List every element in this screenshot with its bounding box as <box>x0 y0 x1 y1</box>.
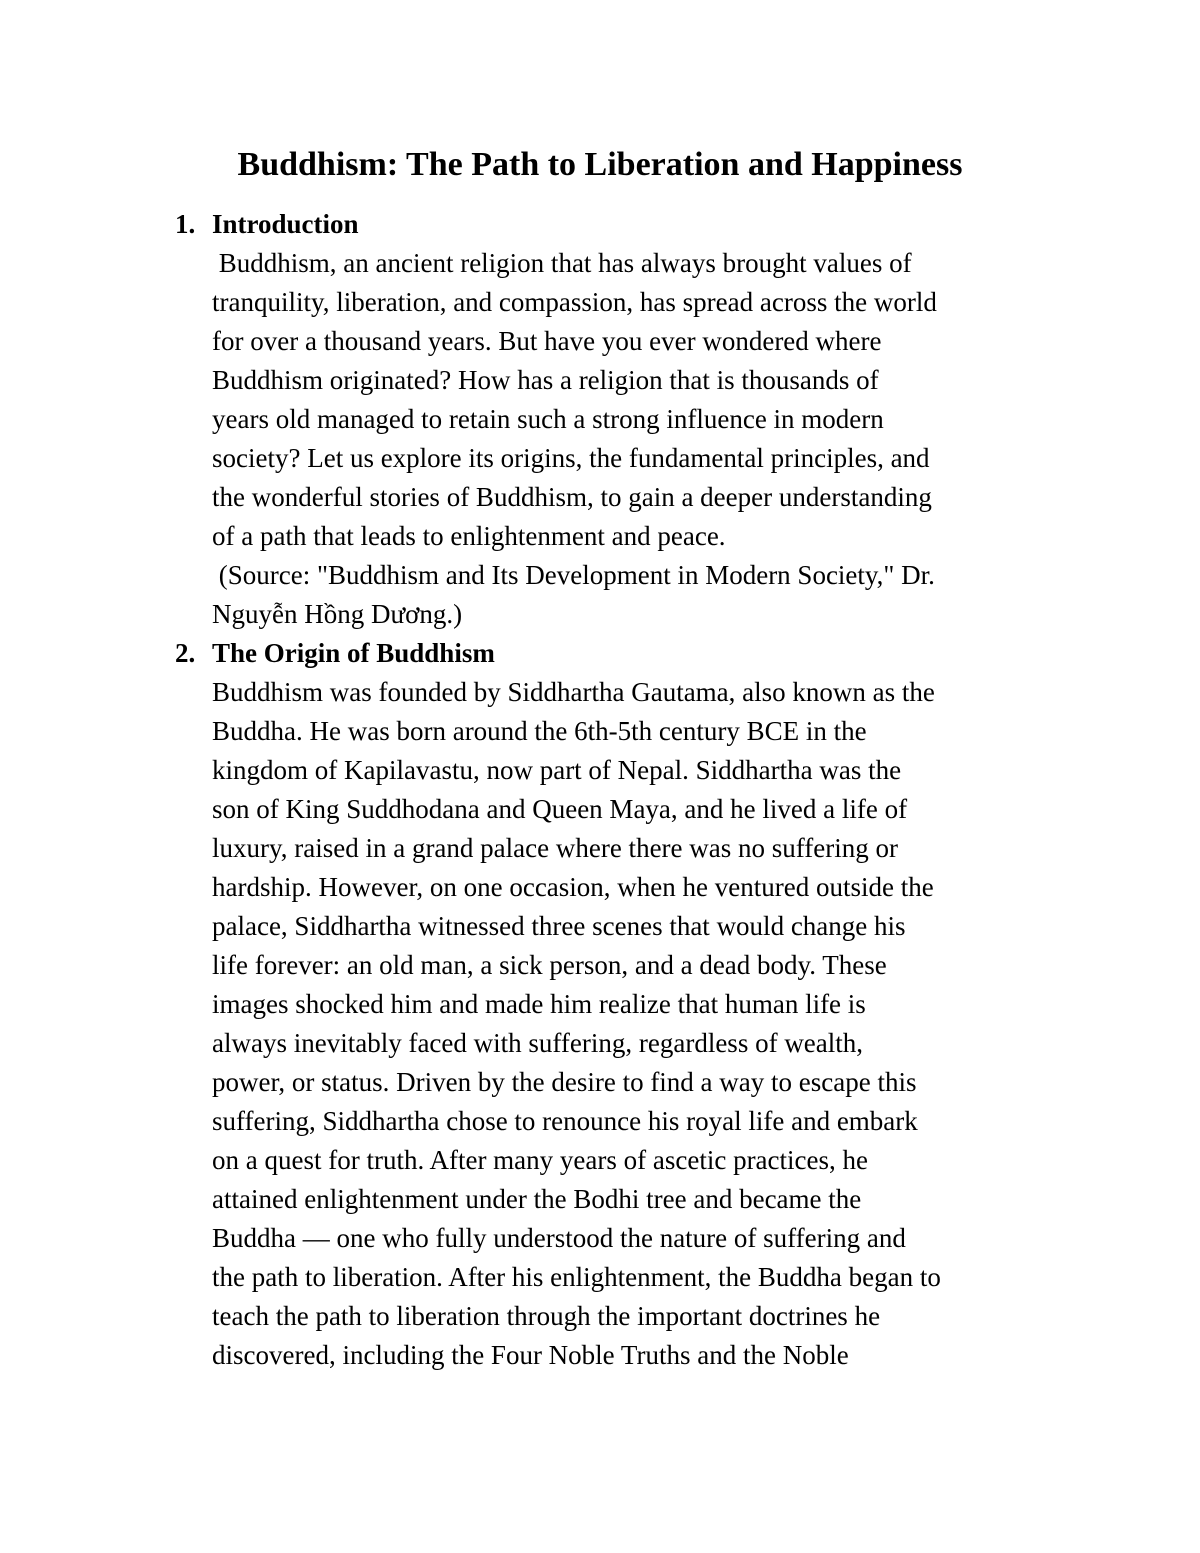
paragraph-line: on a quest for truth. After many years of ascetic practices, he <box>212 1145 868 1175</box>
paragraph-line: suffering, Siddhartha chose to renounce his royal life and embark <box>212 1106 918 1136</box>
paragraph-line: Buddhism originated? How has a religion that is thousands of <box>212 365 879 395</box>
source-citation-line: (Source: "Buddhism and Its Development in Modern Society," Dr. <box>212 560 935 590</box>
paragraph-line: Buddha — one who fully understood the nature of suffering and <box>212 1223 906 1253</box>
paragraph-line: hardship. However, on one occasion, when he ventured outside the <box>212 872 934 902</box>
document-title: Buddhism: The Path to Liberation and Happiness <box>237 146 963 183</box>
paragraph-line: images shocked him and made him realize that human life is <box>212 989 866 1019</box>
section-number: 1. <box>175 209 196 239</box>
paragraph-line: Buddhism, an ancient religion that has always brought values of <box>212 248 912 278</box>
paragraph-line: the wonderful stories of Buddhism, to gain a deeper understanding <box>212 482 932 512</box>
paragraph-line: son of King Suddhodana and Queen Maya, and he lived a life of <box>212 794 908 824</box>
paragraph-line: of a path that leads to enlightenment and peace. <box>212 521 726 551</box>
section-number: 2. <box>175 638 196 668</box>
paragraph-line: teach the path to liberation through the important doctrines he <box>212 1301 881 1331</box>
paragraph-line: for over a thousand years. But have you ever wondered where <box>212 326 882 356</box>
paragraph-line: always inevitably faced with suffering, regardless of wealth, <box>212 1028 864 1058</box>
paragraph-line: Buddha. He was born around the 6th-5th century BCE in the <box>212 716 867 746</box>
section-heading: Introduction <box>212 209 359 239</box>
source-citation-line: Nguyễn Hồng Dương.) <box>212 599 463 629</box>
paragraph-line: life forever: an old man, a sick person, and a dead body. These <box>212 950 887 980</box>
paragraph-line: tranquility, liberation, and compassion, has spread across the world <box>212 287 937 317</box>
paragraph-line: power, or status. Driven by the desire to find a way to escape this <box>212 1067 917 1097</box>
paragraph-line: discovered, including the Four Noble Truths and the Noble <box>212 1340 849 1370</box>
paragraph-line: attained enlightenment under the Bodhi tree and became the <box>212 1184 862 1214</box>
paragraph-line: Buddhism was founded by Siddhartha Gautama, also known as the <box>212 677 935 707</box>
paragraph-line: kingdom of Kapilavastu, now part of Nepal. Siddhartha was the <box>212 755 902 785</box>
paragraph-line: palace, Siddhartha witnessed three scenes that would change his <box>212 911 906 941</box>
paragraph-line: luxury, raised in a grand palace where there was no suffering or <box>212 833 898 863</box>
paragraph-line: society? Let us explore its origins, the fundamental principles, and <box>212 443 930 473</box>
paragraph-line: the path to liberation. After his enlightenment, the Buddha began to <box>212 1262 941 1292</box>
paragraph-line: years old managed to retain such a strong influence in modern <box>212 404 884 434</box>
section-heading: The Origin of Buddhism <box>212 638 495 668</box>
